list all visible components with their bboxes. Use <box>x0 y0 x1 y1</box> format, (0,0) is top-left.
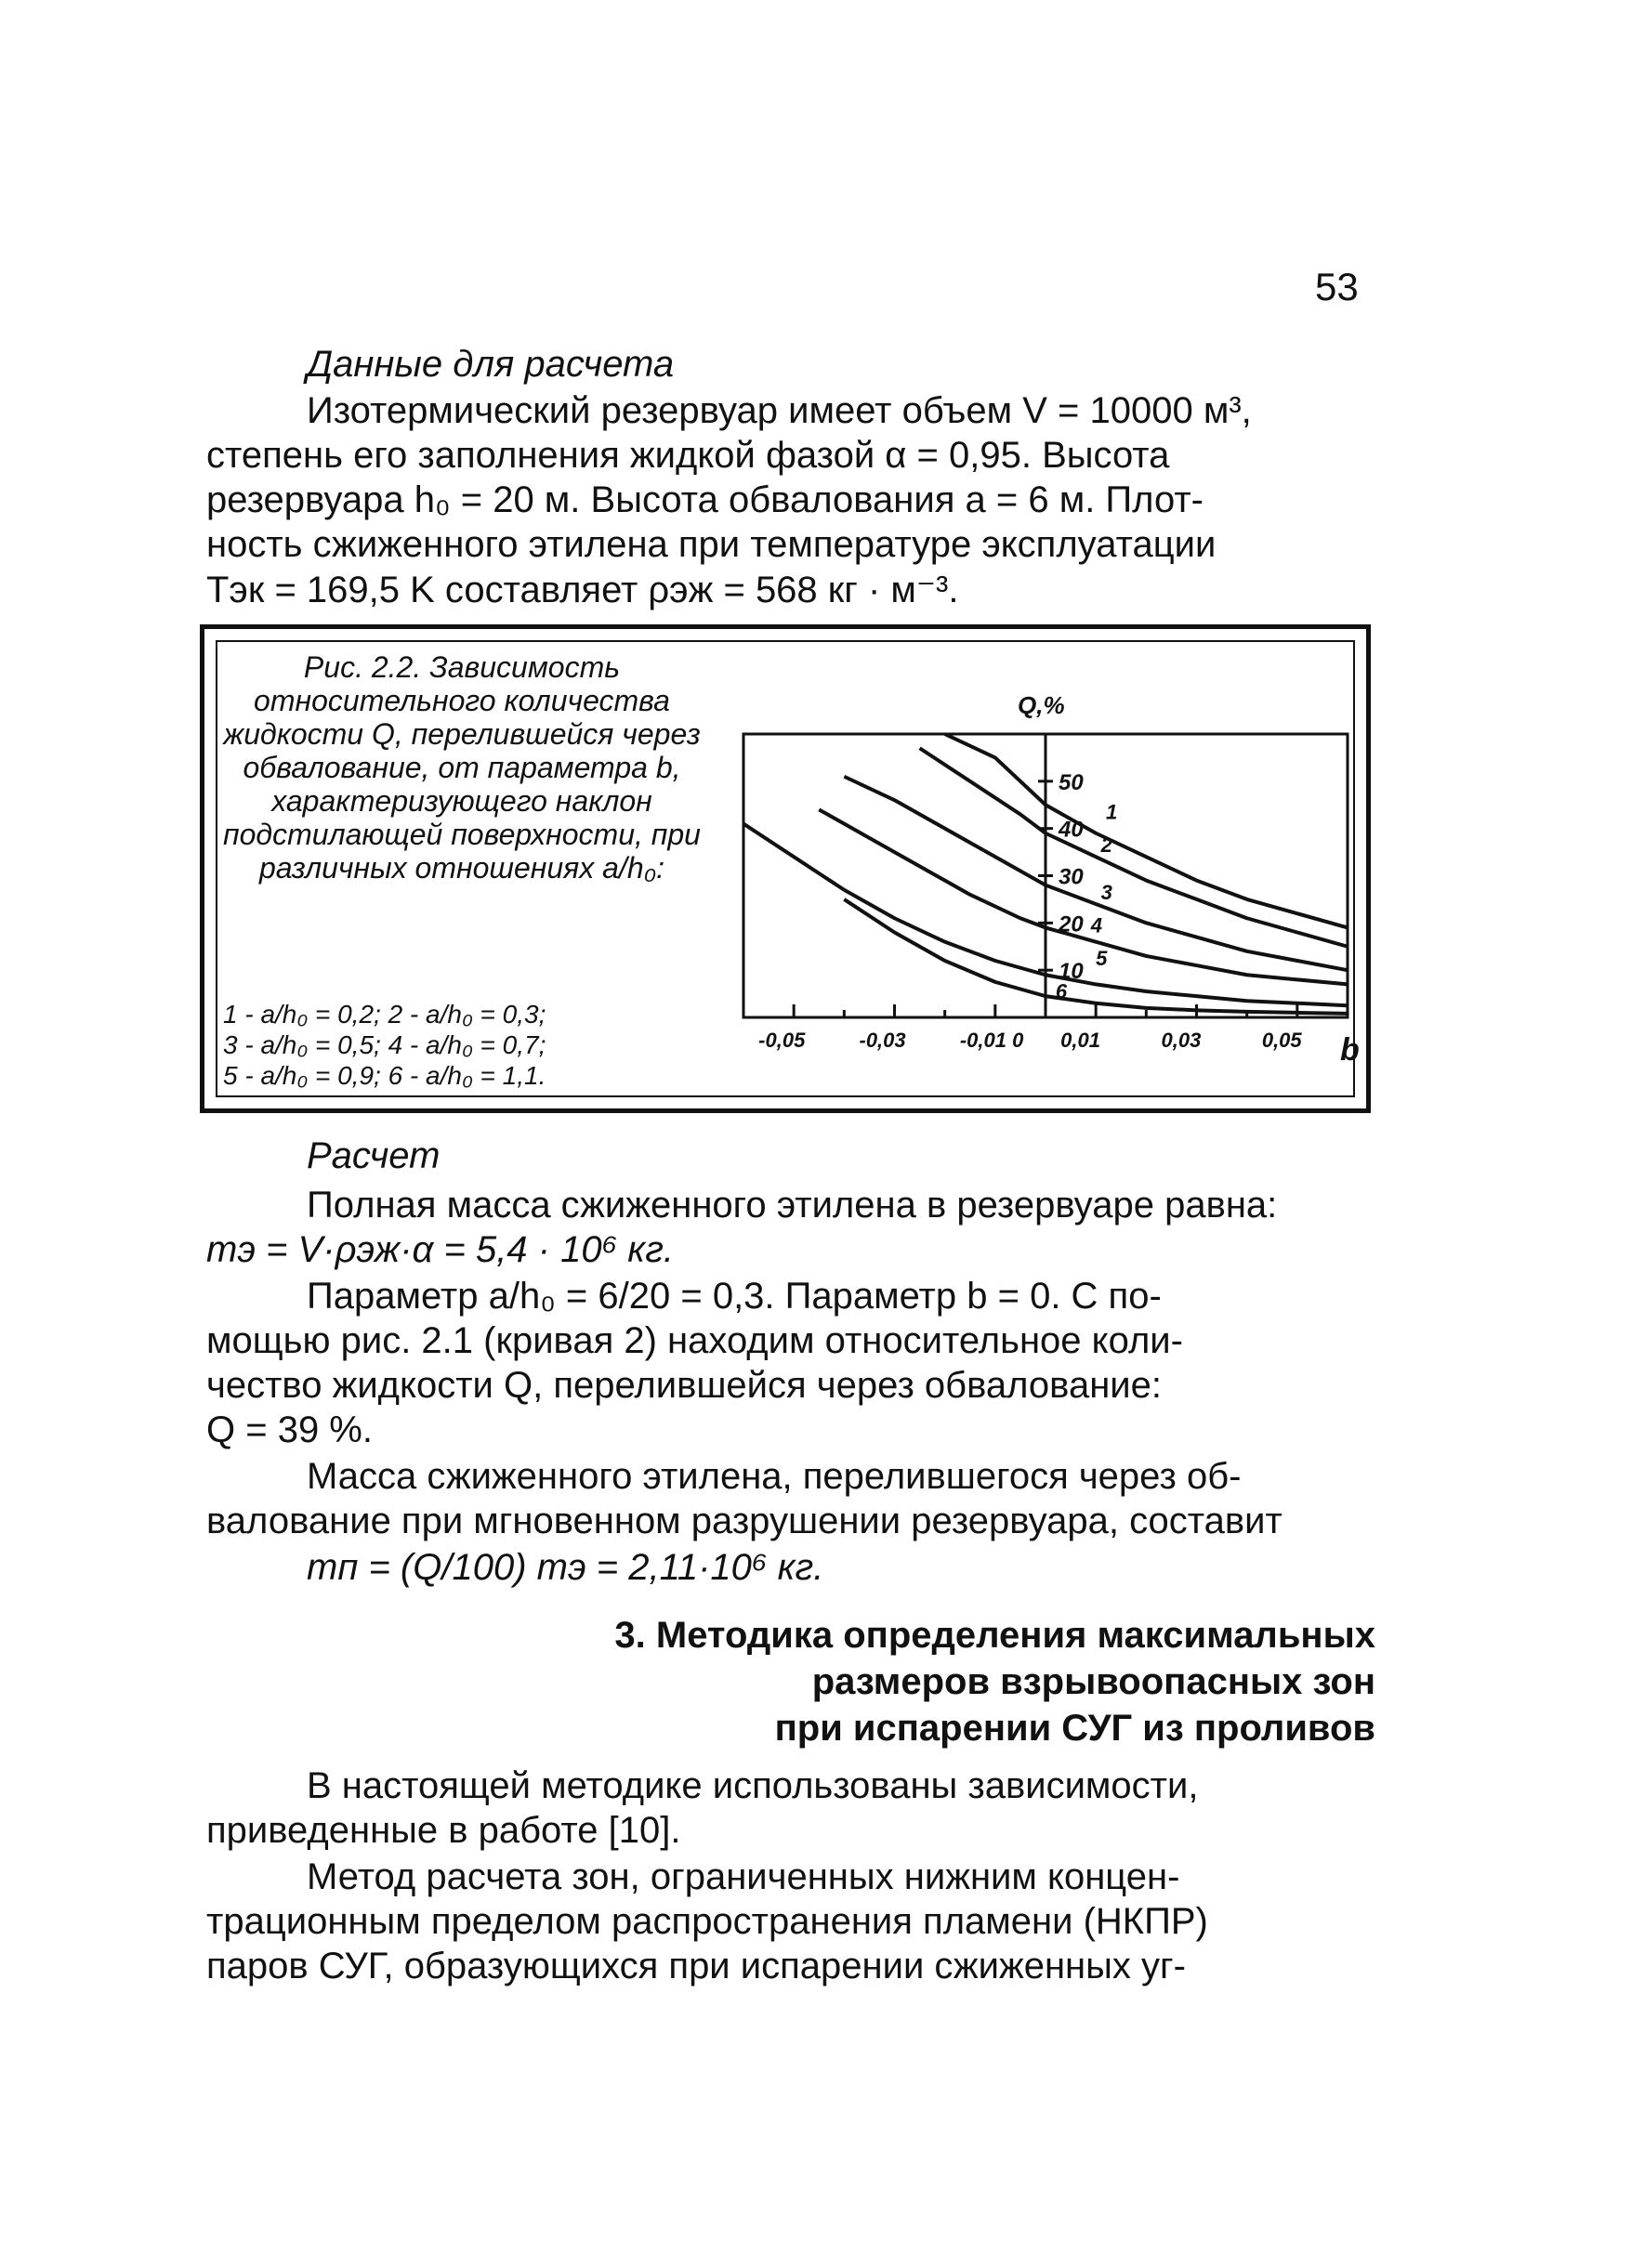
y-tick-label: 50 <box>1059 769 1084 795</box>
y-tick-label: 20 <box>1059 911 1084 937</box>
y-tick-label: 10 <box>1059 959 1084 985</box>
series-label-6: 6 <box>1055 979 1068 1003</box>
legend-line: 1 - a/h₀ = 0,2; 2 - a/h₀ = 0,3; <box>223 1000 546 1029</box>
x-tick-label: 0,03 <box>1161 1029 1202 1052</box>
text-line: мощью рис. 2.1 (кривая 2) находим относительное коли- <box>206 1320 1183 1361</box>
section-heading <box>418 1612 1375 1751</box>
figure-legend <box>223 999 706 1091</box>
x-tick-label: 0,01 <box>1060 1029 1100 1052</box>
heading-line: 3. Методика определения максимальных <box>614 1615 1375 1656</box>
chart <box>734 669 1360 1078</box>
legend-line: 5 - a/h₀ = 0,9; 6 - a/h₀ = 1,1. <box>223 1061 546 1090</box>
text-line: валование при мгновенном разрушении резервуара, составит <box>206 1501 1282 1541</box>
figure-caption: Рис. 2.2. Зависимость относительного количества жидкости Q, перелившейся через обвалование, от параметра b, характеризующего наклон подстилающей поверхности, при различных отношениях a/h₀: <box>223 650 701 885</box>
page-number: 53 <box>1315 265 1359 308</box>
text-line: чество жидкости Q, перелившейся через обвалование: <box>206 1365 1163 1406</box>
legend-line: 3 - a/h₀ = 0,5; 4 - a/h₀ = 0,7; <box>223 1030 546 1059</box>
text-line: Масса сжиженного этилена, перелившегося через об- <box>307 1456 1242 1497</box>
series-label-5: 5 <box>1096 947 1108 971</box>
section-title-calc: Расчет <box>307 1135 441 1176</box>
text-line: трационным пределом распространения пламени (НКПР) <box>206 1901 1208 1942</box>
series-label-2: 2 <box>1100 833 1112 858</box>
text-line: приведенные в работе [10]. <box>206 1810 681 1851</box>
text-line: ность сжиженного этилена при температуре эксплуатации <box>206 524 1217 565</box>
y-tick-label: 30 <box>1059 864 1084 890</box>
section-title-data: Данные для расчета <box>307 344 675 385</box>
x-tick-label: 0,05 <box>1261 1029 1302 1052</box>
text-line: Tэк = 169,5 K составляет ρэж = 568 кг · м⁻³. <box>206 570 959 610</box>
y-axis-label: Q,% <box>1018 691 1065 719</box>
text-line: Метод расчета зон, ограниченных нижним концен- <box>307 1856 1180 1897</box>
series-label-1: 1 <box>1106 800 1118 824</box>
text-line: Q = 39 %. <box>206 1409 373 1450</box>
series-label-3: 3 <box>1100 880 1112 904</box>
series-line-1 <box>945 734 1348 927</box>
text-line: Параметр a/h₀ = 6/20 = 0,3. Параметр b = 0. С по- <box>307 1276 1162 1317</box>
formula-line: mп = (Q/100) mэ = 2,11·10⁶ кг. <box>307 1547 824 1588</box>
text-line: В настоящей методике использованы зависимости, <box>307 1765 1199 1806</box>
text-line: паров СУГ, образующихся при испарении сжиженных уг- <box>206 1946 1186 1986</box>
text-line: резервуара h₀ = 20 м. Высота обвалования a = 6 м. Плот- <box>206 479 1204 520</box>
y-tick-label: 40 <box>1059 817 1084 843</box>
text-line: Изотермический резервуар имеет объем V = 10000 м³, <box>307 390 1252 431</box>
x-axis-label: b <box>1340 1032 1360 1068</box>
formula-line: mэ = V·ρэж·α = 5,4 · 10⁶ кг. <box>206 1229 675 1270</box>
x-tick-label: -0,01 0 <box>959 1029 1024 1052</box>
x-tick-label: -0,03 <box>859 1029 906 1052</box>
text-line: Полная масса сжиженного этилена в резервуаре равна: <box>307 1185 1278 1226</box>
series-label-4: 4 <box>1090 913 1102 937</box>
heading-line: размеров взрывоопасных зон <box>811 1661 1375 1702</box>
heading-line: при испарении СУГ из проливов <box>774 1708 1375 1749</box>
x-tick-label: -0,05 <box>758 1029 806 1052</box>
text-line: степень его заполнения жидкой фазой α = 0,95. Высота <box>206 435 1170 476</box>
